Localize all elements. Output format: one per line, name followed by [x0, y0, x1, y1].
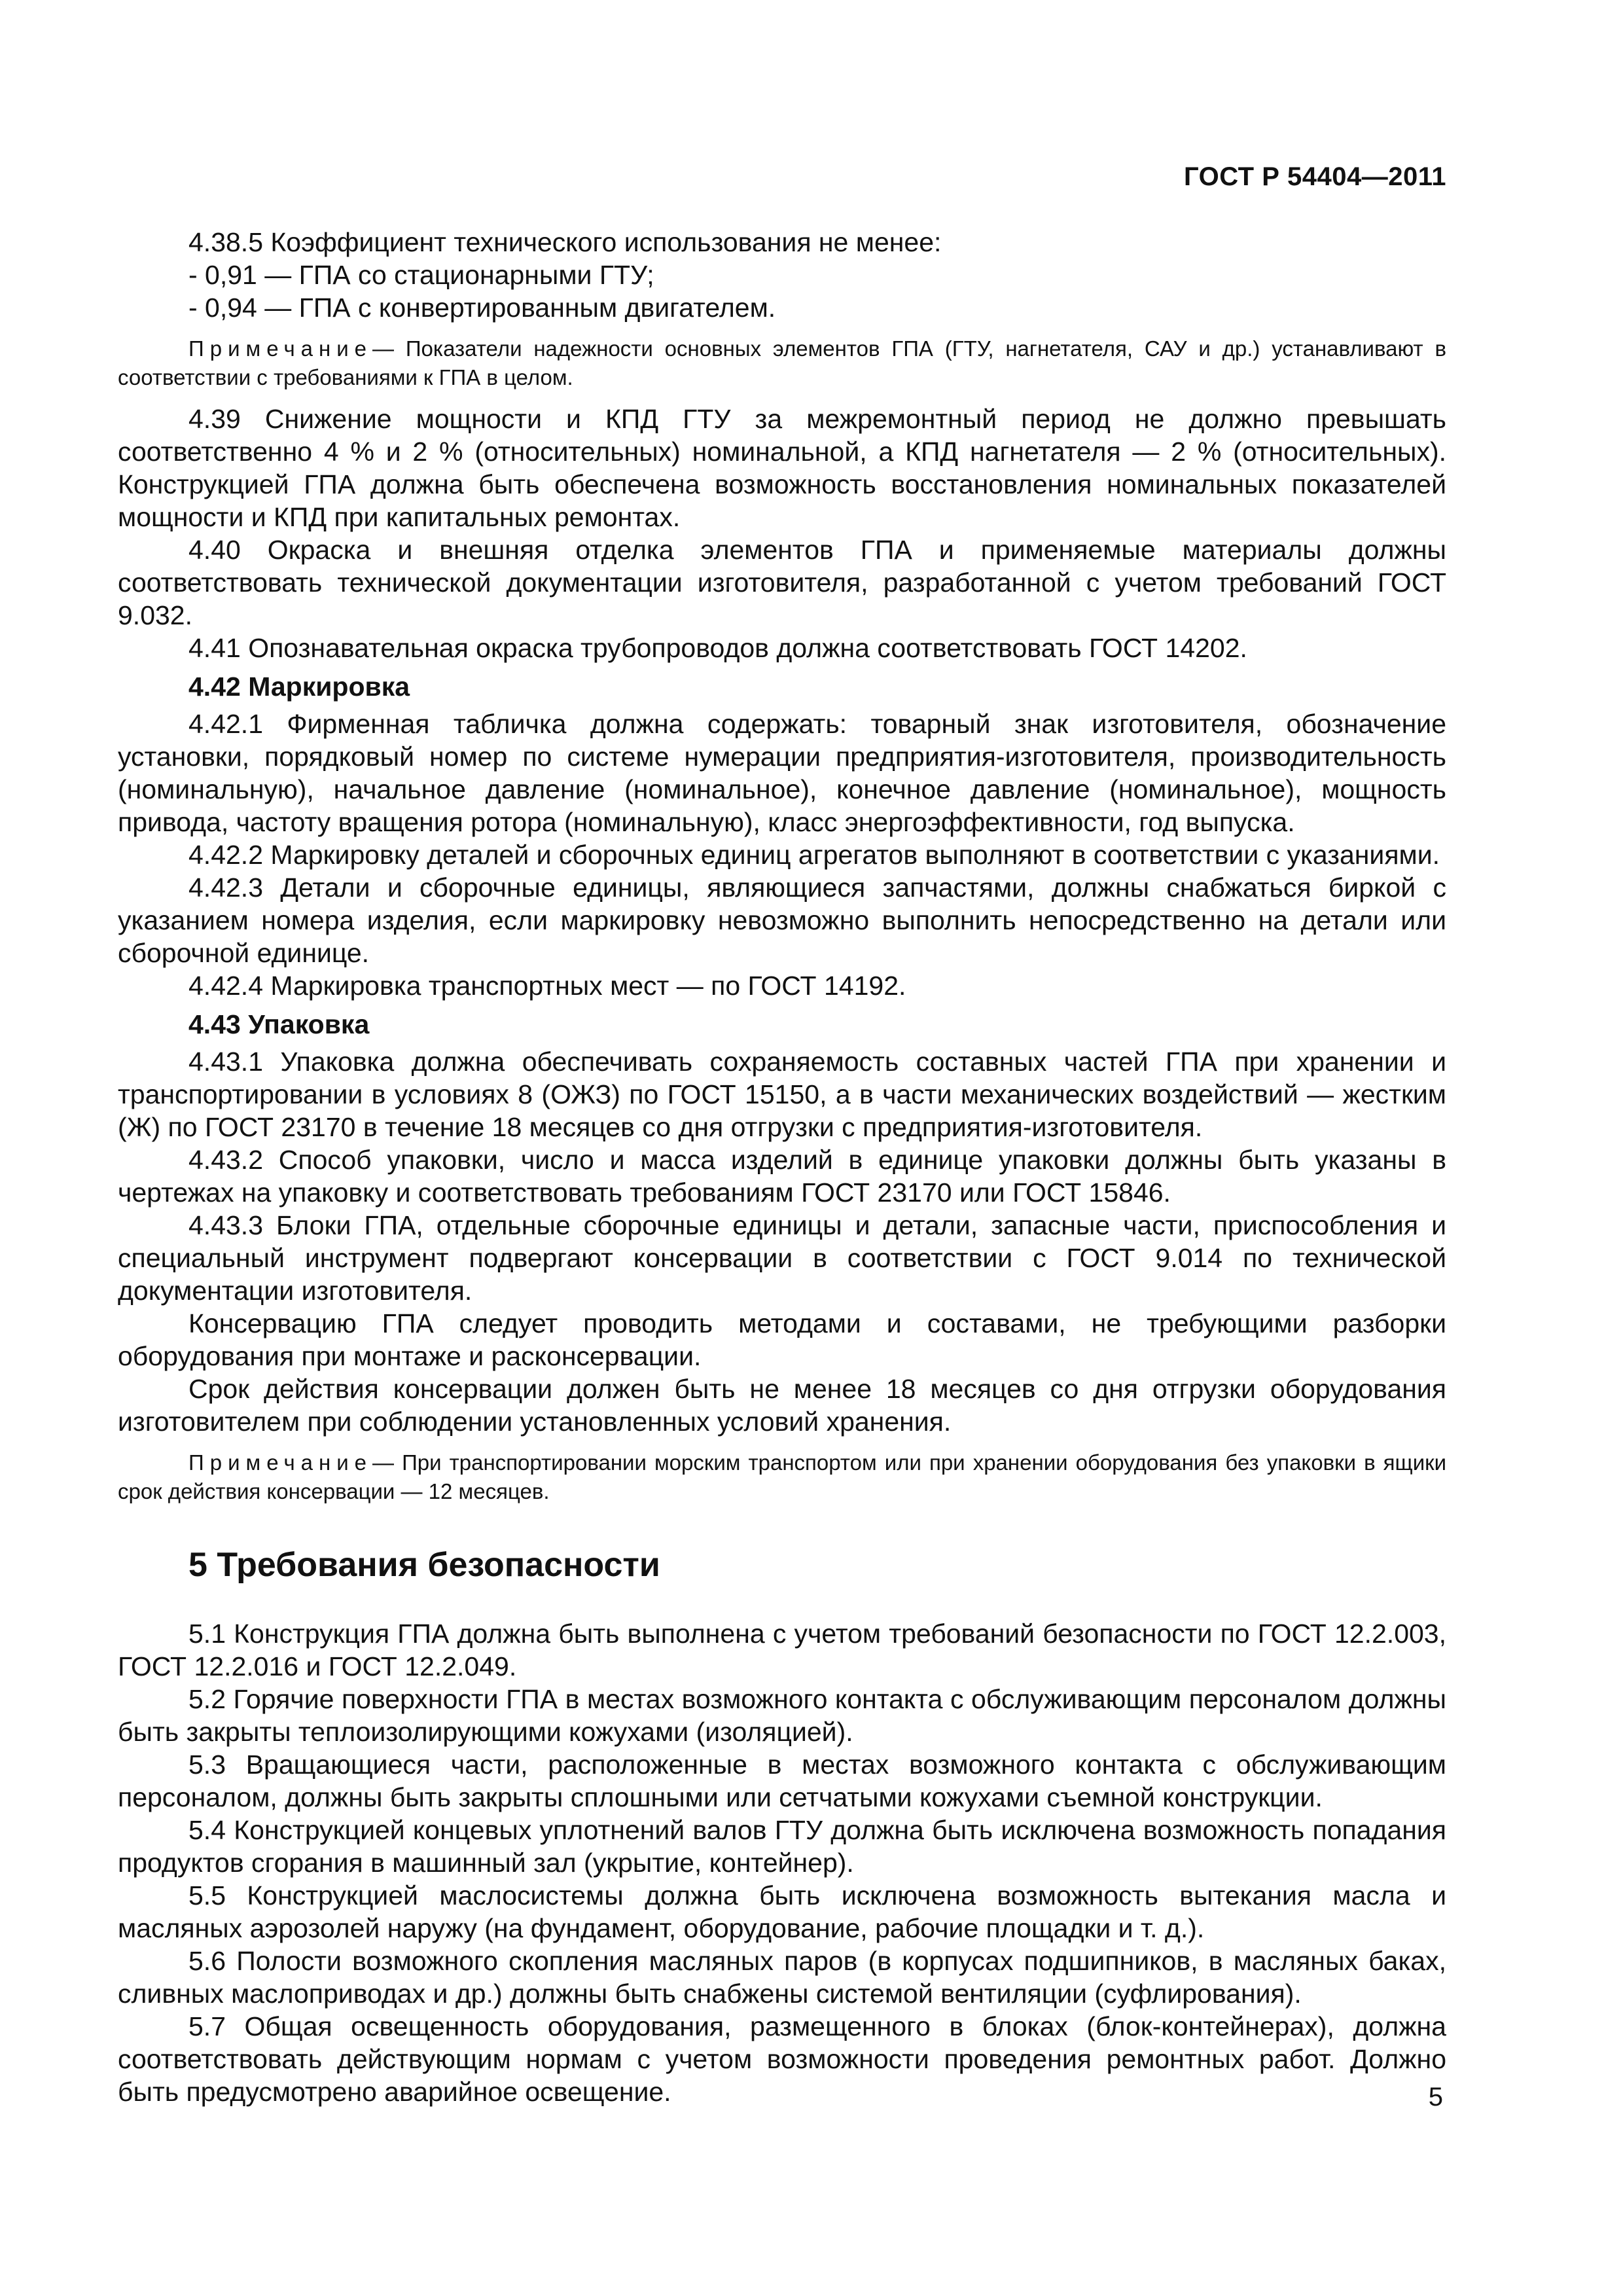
paragraph-5-4: 5.4 Конструкцией концевых уплотнений валов ГТУ должна быть исключена возможность попадания продуктов сгорания в машинный зал (укрытие, контейнер).: [118, 1815, 1446, 1878]
note: [118, 1448, 1446, 1506]
document-header-id: ГОСТ Р 54404—2011: [1184, 162, 1446, 191]
paragraph-4-42-3: 4.42.3 Детали и сборочные единицы, являющиеся запчастями, должны снабжаться биркой с указанием номера изделия, если маркировку невозможно выполнить непосредственно на детали или сборочной единице.: [118, 872, 1446, 968]
section-heading-5: 5 Требования безопасности: [188, 1546, 660, 1584]
paragraph-4-38-5: 4.38.5 Коэффициент технического использования не менее:: [188, 227, 942, 257]
paragraph-4-42-1: 4.42.1 Фирменная табличка должна содержать: товарный знак изготовителя, обозначение установки, порядковый номер по системе нумерации предприятия-изготовителя, производительность (номинальную), начальное давление (номинальное), конечное давление (номинальное), мощность привода, частоту вращения ротора (номинальную), класс энергоэффективности, год выпуска.: [118, 709, 1446, 837]
subsection-heading-4-42: 4.42 Маркировка: [188, 672, 410, 702]
note-text: — Показатели надежности основных элементов ГПА (ГТУ, нагнетателя, САУ и др.) устанавливают в соответствии с требованиями к ГПА в целом.: [118, 336, 1446, 389]
paragraph-5-5: 5.5 Конструкцией маслосистемы должна быть исключена возможность вытекания масла и масляных аэрозолей наружу (на фундамент, оборудование, рабочие площадки и т. д.).: [118, 1880, 1446, 1943]
note-label: Примечание: [188, 336, 373, 361]
paragraph-4-42-2: 4.42.2 Маркировку деталей и сборочных единиц агрегатов выполняют в соответствии с указаниями.: [188, 840, 1440, 870]
subsection-heading-4-43: 4.43 Упаковка: [188, 1009, 370, 1039]
page-number: 5: [1428, 2083, 1443, 2111]
list-item: - 0,94 — ГПА с конвертированным двигателем.: [188, 293, 776, 323]
paragraph-4-39: 4.39 Снижение мощности и КПД ГТУ за межремонтный период не должно превышать соответственно 4 % и 2 % (относительных) номинальной, а КПД нагнетателя — 2 % (относительных). Конструкцией ГПА должна быть обеспечена возможность восстановления номинальных показателей мощности и КПД при капитальных ремонтах.: [118, 404, 1446, 532]
note-text: — При транспортировании морским транспортом или при хранении оборудования без упаковки в ящики срок действия консервации — 12 месяцев.: [118, 1450, 1446, 1503]
paragraph-5-3: 5.3 Вращающиеся части, расположенные в местах возможного контакта с обслуживающим персоналом, должны быть закрыты сплошными или сетчатыми кожухами съемной конструкции.: [118, 1749, 1446, 1812]
paragraph-5-6: 5.6 Полости возможного скопления масляных паров (в корпусах подшипников, в масляных баках, сливных маслоприводах и др.) должны быть снабжены системой вентиляции (суфлирования).: [118, 1946, 1446, 2009]
paragraph-5-2: 5.2 Горячие поверхности ГПА в местах возможного контакта с обслуживающим персоналом должны быть закрыты теплоизолирующими кожухами (изоляцией).: [118, 1684, 1446, 1747]
paragraph-5-7: 5.7 Общая освещенность оборудования, размещенного в блоках (блок-контейнерах), должна соответствовать действующим нормам с учетом возможности проведения ремонтных работ. Должно быть предусмотрено аварийное освещение.: [118, 2011, 1446, 2107]
paragraph-4-43-1: 4.43.1 Упаковка должна обеспечивать сохраняемость составных частей ГПА при хранении и транспортировании в условиях 8 (ОЖЗ) по ГОСТ 15150, а в части механических воздействий — жестким (Ж) по ГОСТ 23170 в течение 18 месяцев со дня отгрузки с предприятия-изготовителя.: [118, 1047, 1446, 1142]
paragraph-4-41: 4.41 Опознавательная окраска трубопроводов должна соответствовать ГОСТ 14202.: [188, 633, 1247, 663]
document-body: [118, 226, 1446, 2108]
list-item: - 0,91 — ГПА со стационарными ГТУ;: [188, 260, 654, 290]
paragraph-4-43-2: 4.43.2 Способ упаковки, число и масса изделий в единице упаковки должны быть указаны в чертежах на упаковку и соответствовать требованиям ГОСТ 23170 или ГОСТ 15846.: [118, 1145, 1446, 1208]
paragraph-conservation-1: Консервацию ГПА следует проводить методами и составами, не требующими разборки оборудования при монтаже и расконсервации.: [118, 1308, 1446, 1371]
paragraph-4-43-3: 4.43.3 Блоки ГПА, отдельные сборочные единицы и детали, запасные части, приспособления и специальный инструмент подвергают консервации в соответствии с ГОСТ 9.014 по технической документации изготовителя.: [118, 1210, 1446, 1306]
note-label: Примечание: [188, 1450, 373, 1475]
paragraph-conservation-2: Срок действия консервации должен быть не менее 18 месяцев со дня отгрузки оборудования изготовителем при соблюдении установленных условий хранения.: [118, 1374, 1446, 1437]
paragraph-4-40: 4.40 Окраска и внешняя отделка элементов ГПА и применяемые материалы должны соответствовать технической документации изготовителя, разработанной с учетом требований ГОСТ 9.032.: [118, 535, 1446, 630]
note: [118, 334, 1446, 392]
paragraph-5-1: 5.1 Конструкция ГПА должна быть выполнена с учетом требований безопасности по ГОСТ 12.2.003, ГОСТ 12.2.016 и ГОСТ 12.2.049.: [118, 1619, 1446, 1681]
paragraph-4-42-4: 4.42.4 Маркировка транспортных мест — по ГОСТ 14192.: [188, 971, 906, 1001]
